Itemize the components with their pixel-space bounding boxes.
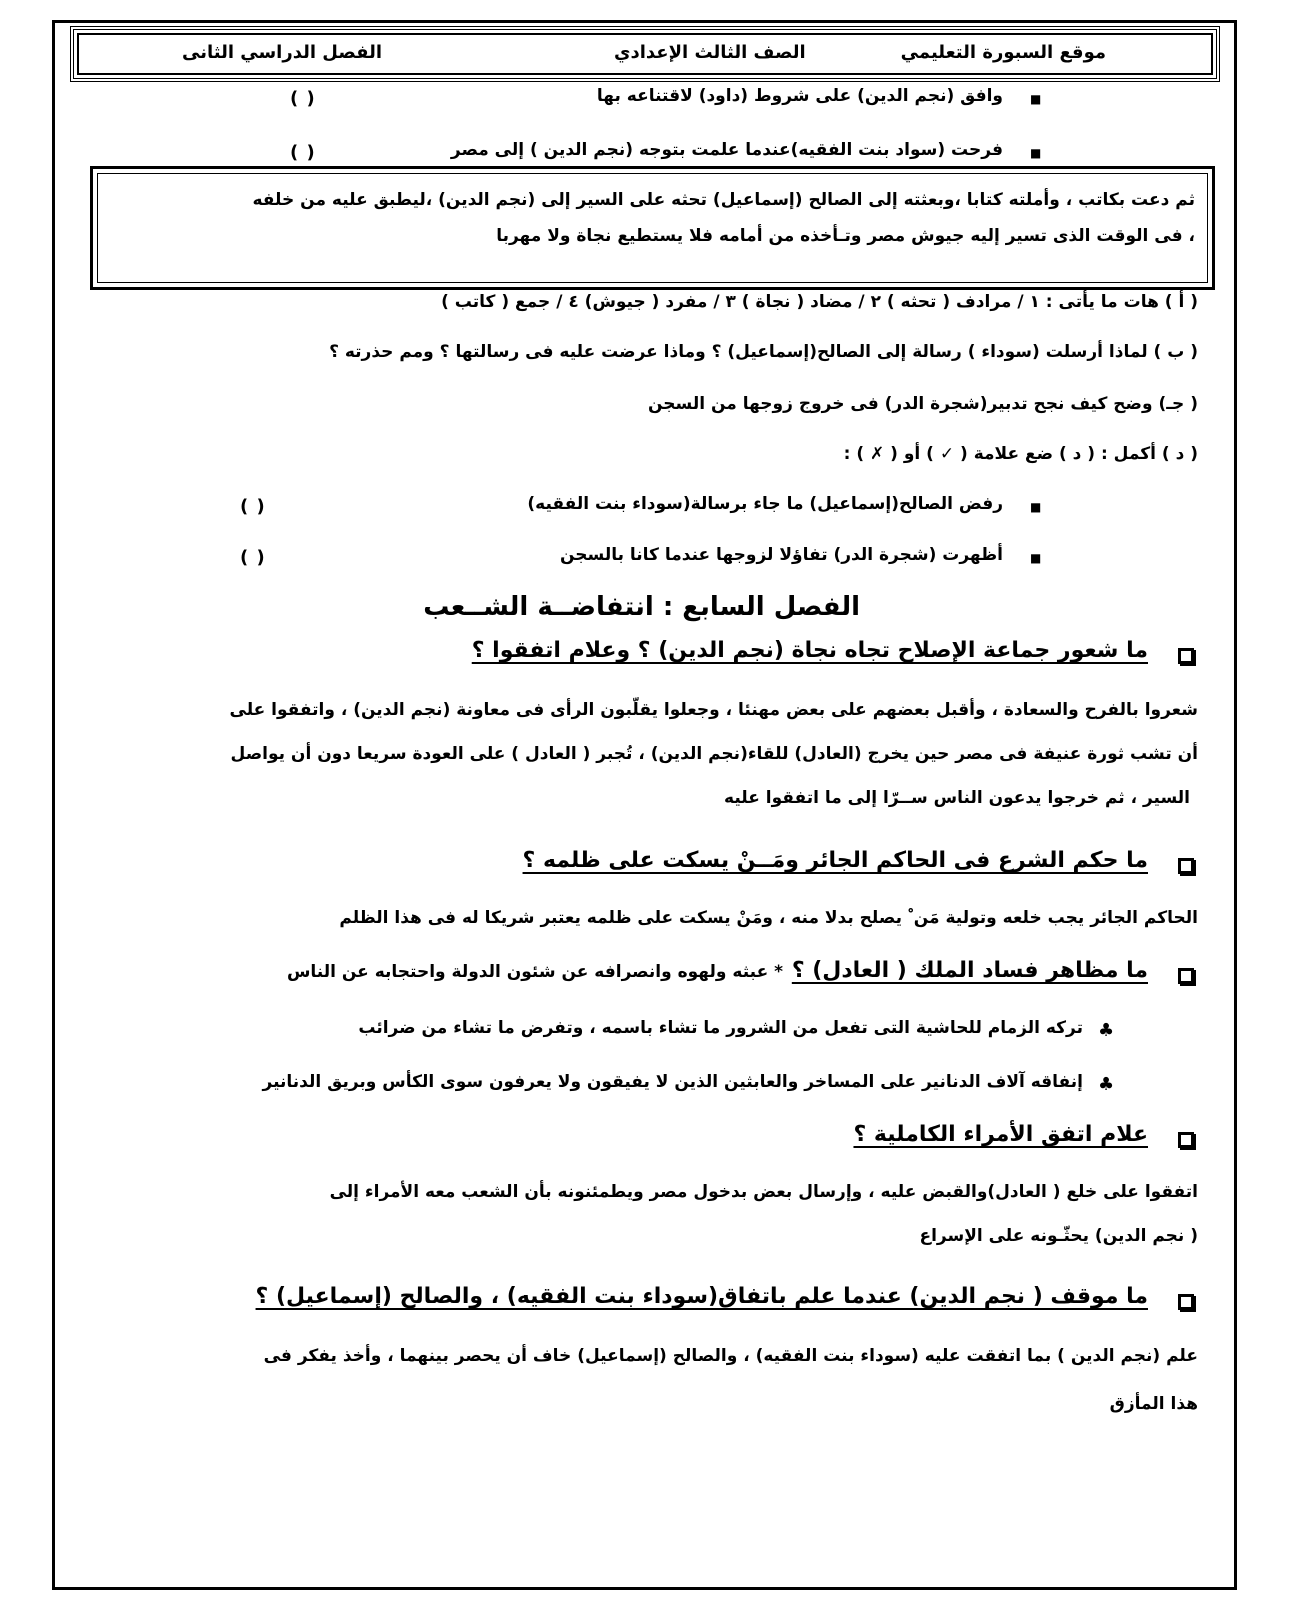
exercise-c: ( جـ) وضح كيف نجح تدبير(شجرة الدر) فى خروج زوجها من السجن (647, 394, 1198, 414)
answer-line: هذا المأزق (1109, 1394, 1198, 1414)
checkbox-icon (1178, 648, 1194, 664)
passage-box (90, 166, 1215, 290)
exercise-a: ( أ ) هات ما يأتى : ١ / مرادف ( تحثه ) ٢ / مضاد ( نجاة ) ٣ / مفرد ( جيوش) ٤ / جمع ( كاتب ) (441, 292, 1198, 312)
checkbox-icon (1178, 1294, 1194, 1310)
checkbox-icon (1178, 1132, 1194, 1148)
answer-blank[interactable]: ( ) (240, 496, 266, 517)
club-bullet-icon: ♣ (1098, 1074, 1115, 1095)
answer-line: ( نجم الدين) يحثّـونه على الإسراع (919, 1226, 1198, 1246)
checkbox-icon (1178, 858, 1194, 874)
club-bullet-icon: ♣ (1098, 1020, 1115, 1041)
answer-line: أن تشب ثورة عنيفة فى مصر حين يخرج (العادل) للقاء(نجم الدين) ، تُجبر ( العادل ) على العودة سريعا دون أن يواصل (230, 744, 1198, 764)
answer-5 (98, 1334, 1198, 1426)
answer-line: السير ، ثم خرجوا يدعون الناس ســرّا إلى ما اتفقوا عليه (724, 788, 1190, 808)
square-bullet-icon: ■ (1030, 92, 1042, 106)
term-label: الفصل الدراسي الثانى (182, 42, 382, 63)
passage-text (97, 173, 1208, 283)
answer-blank[interactable]: ( ) (240, 547, 266, 568)
question-4: علام اتفق الأمراء الكاملية ؟ (853, 1122, 1148, 1147)
answer-3-bullet: إنفاقه آلاف الدنانير على المساخر والعابثين الذين لا يفيقون ولا يعرفون سوى الكأس وبريق الدنانير (262, 1072, 1083, 1092)
answer-3-bullet: تركه الزمام للحاشية التى تفعل من الشرور ما تشاء باسمه ، وتفرض ما تشاء من ضرائب (358, 1018, 1083, 1038)
answer-blank[interactable]: ( ) (290, 88, 316, 109)
answer-1 (78, 688, 1198, 820)
answer-line: اتفقوا على خلع ( العادل)والقبض عليه ، وإرسال بعض بدخول مصر ويطمئنونه بأن الشعب معه الأمراء إلى (329, 1182, 1198, 1202)
answer-4 (58, 1170, 1198, 1258)
chapter-title: الفصل السابع : انتفاضــة الشــعب (423, 592, 860, 622)
true-false-item: أظهرت (شجرة الدر) تفاؤلا لزوجها عندما كانا بالسجن (559, 545, 1003, 565)
true-false-item: رفض الصالح(إسماعيل) ما جاء برسالة(سوداء بنت الفقيه) (527, 494, 1003, 514)
answer-3-inline: * عبثه ولهوه وانصرافه عن شئون الدولة واحتجابه عن الناس (286, 962, 783, 982)
question-5: ما موقف ( نجم الدين) عندما علم باتفاق(سوداء بنت الفقيه) ، والصالح (إسماعيل) ؟ (255, 1284, 1148, 1309)
answer-blank[interactable]: ( ) (290, 142, 316, 163)
exercise-d: ( د ) أكمل : ( د ) ضع علامة ( ✓ ) أو ( ✗ ) : (843, 444, 1198, 464)
square-bullet-icon: ■ (1030, 146, 1042, 160)
answer-2: الحاكم الجائر يجب خلعه وتولية مَن ْ يصلح بدلا منه ، ومَنْ يسكت على ظلمه يعتبر شريكا له فى هذا الظلم (339, 908, 1198, 928)
page-header (70, 26, 1220, 82)
list-item: فرحت (سواد بنت الفقيه)عندما علمت بتوجه (نجم الدين ) إلى مصر (450, 140, 1003, 160)
question-2: ما حكم الشرع فى الحاكم الجائر ومَــنْ يسكت على ظلمه ؟ (522, 848, 1148, 873)
grade-label: الصف الثالث الإعدادي (614, 42, 806, 63)
answer-line: شعروا بالفرح والسعادة ، وأقبل بعضهم على بعض مهنئا ، وجعلوا يقلّبون الرأى فى معاونة (نجم الدين) ، واتفقوا على (229, 700, 1198, 720)
checkbox-icon (1178, 968, 1194, 984)
question-1: ما شعور جماعة الإصلاح تجاه نجاة (نجم الدين) ؟ وعلام اتفقوا ؟ (471, 638, 1148, 663)
site-name: موقع السبورة التعليمي (900, 42, 1106, 63)
passage-line: ، فى الوقت الذى تسير إليه جيوش مصر وتـأخذه من أمامه فلا يستطيع نجاة ولا مهربا (496, 226, 1195, 246)
square-bullet-icon: ■ (1030, 500, 1042, 514)
passage-line: ثم دعت بكاتب ، وأملته كتابا ،وبعثته إلى الصالح (إسماعيل) تحثه على السير إلى (نجم الدين) ،ليطبق عليه من خلفه (252, 190, 1195, 210)
exercise-b: ( ب ) لماذا أرسلت (سوداء ) رسالة إلى الصالح(إسماعيل) ؟ وماذا عرضت عليه فى رسالتها ؟ ومم حذرته ؟ (329, 342, 1198, 362)
list-item: وافق (نجم الدين) على شروط (داود) لاقتناعه بها (596, 86, 1003, 106)
square-bullet-icon: ■ (1030, 551, 1042, 565)
question-3: ما مظاهر فساد الملك ( العادل) ؟ (791, 958, 1148, 983)
answer-line: علم (نجم الدين ) بما اتفقت عليه (سوداء بنت الفقيه) ، والصالح (إسماعيل) خاف أن يحصر بينهما ، وأخذ يفكر فى (263, 1346, 1198, 1366)
